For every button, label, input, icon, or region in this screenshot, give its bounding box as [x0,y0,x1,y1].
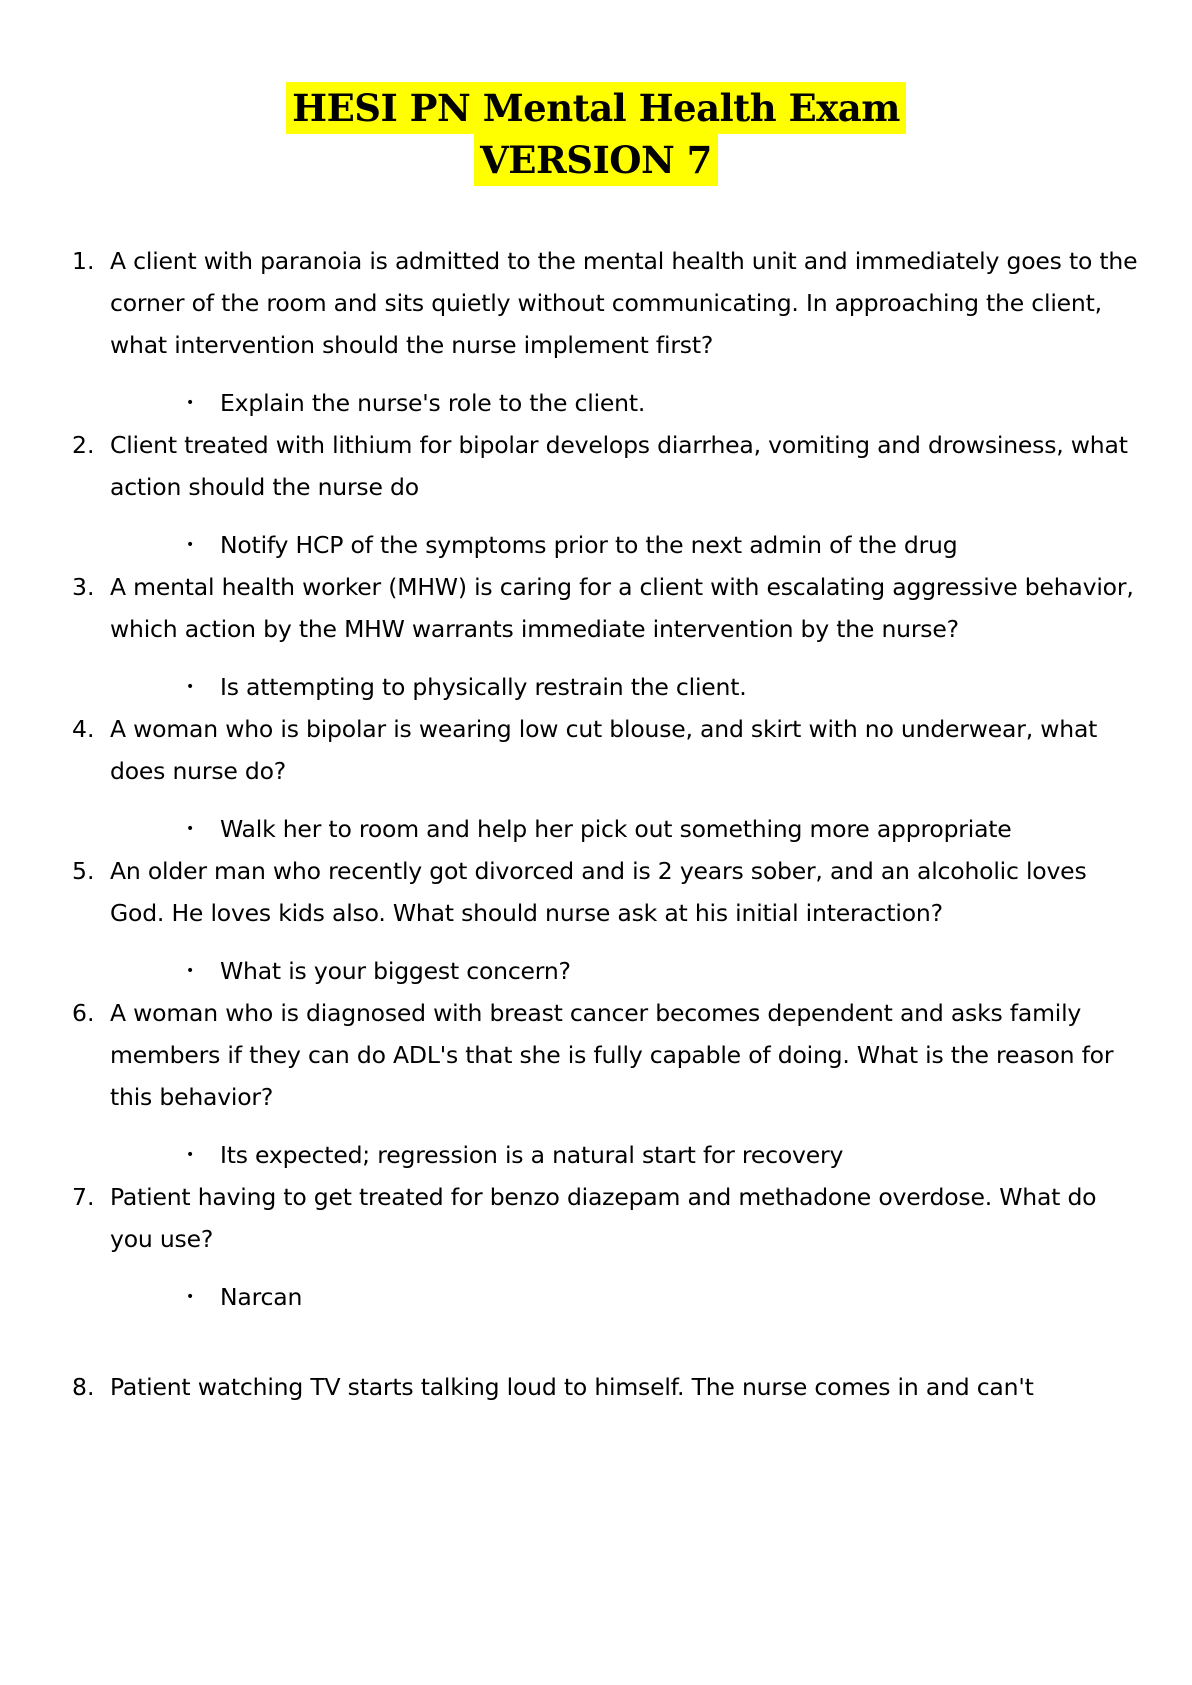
question-number: 8. [72,1373,95,1401]
answer-item [110,1276,1142,1318]
question-text: A woman who is bipolar is wearing low cut blouse, and skirt with no underwear, what does nurse do? [110,715,1098,785]
answer-item [110,950,1142,992]
answer-item [110,382,1142,424]
document-title [0,82,1192,186]
answer-item [110,666,1142,708]
title-line-1: HESI PN Mental Health Exam [286,82,906,134]
question-list [72,240,1142,1408]
question-item-1 [72,240,1142,424]
question-text: An older man who recently got divorced and is 2 years sober, and an alcoholic loves God. He loves kids also. What should nurse ask at his initial interaction? [110,857,1087,927]
question-number: 5. [72,857,95,885]
answer-text: Notify HCP of the symptoms prior to the next admin of the drug [220,531,958,559]
question-item-4 [72,708,1142,850]
question-number: 4. [72,715,95,743]
bullet-icon: • [186,537,195,553]
bullet-icon: • [186,679,195,695]
answer-text: Narcan [220,1283,303,1311]
question-text: A mental health worker (MHW) is caring for a client with escalating aggressive behavior, which action by the MHW warrants immediate intervention by the nurse? [110,573,1134,643]
answer-text: Explain the nurse's role to the client. [220,389,646,417]
bullet-icon: • [186,821,195,837]
bullet-icon: • [186,1147,195,1163]
answer-text: Walk her to room and help her pick out something more appropriate [220,815,1012,843]
question-text: A client with paranoia is admitted to the mental health unit and immediately goes to the corner of the room and sits quietly without communicating. In approaching the client, what intervention should the nurse implement first? [110,247,1138,359]
bullet-icon: • [186,1289,195,1305]
question-item-3 [72,566,1142,708]
answer-text: What is your biggest concern? [220,957,571,985]
question-number: 3. [72,573,95,601]
answer-text: Is attempting to physically restrain the client. [220,673,747,701]
question-text: Patient having to get treated for benzo diazepam and methadone overdose. What do you use? [110,1183,1097,1253]
question-item-2 [72,424,1142,566]
question-item-5 [72,850,1142,992]
answer-item [110,524,1142,566]
question-number: 1. [72,247,95,275]
question-text: Patient watching TV starts talking loud to himself. The nurse comes in and can't [110,1373,1034,1401]
answer-text: Its expected; regression is a natural start for recovery [220,1141,844,1169]
question-number: 7. [72,1183,95,1211]
answer-item [110,1134,1142,1176]
question-item-6 [72,992,1142,1176]
bullet-icon: • [186,395,195,411]
title-line-2: VERSION 7 [474,134,718,186]
question-number: 6. [72,999,95,1027]
answer-item [110,808,1142,850]
question-text: A woman who is diagnosed with breast cancer becomes dependent and asks family members if they can do ADL's that she is fully capable of doing. What is the reason for this behavior? [110,999,1114,1111]
question-number: 2. [72,431,95,459]
question-item-7 [72,1176,1142,1318]
question-text: Client treated with lithium for bipolar develops diarrhea, vomiting and drowsiness, what action should the nurse do [110,431,1128,501]
bullet-icon: • [186,963,195,979]
question-item-8 [72,1366,1142,1408]
